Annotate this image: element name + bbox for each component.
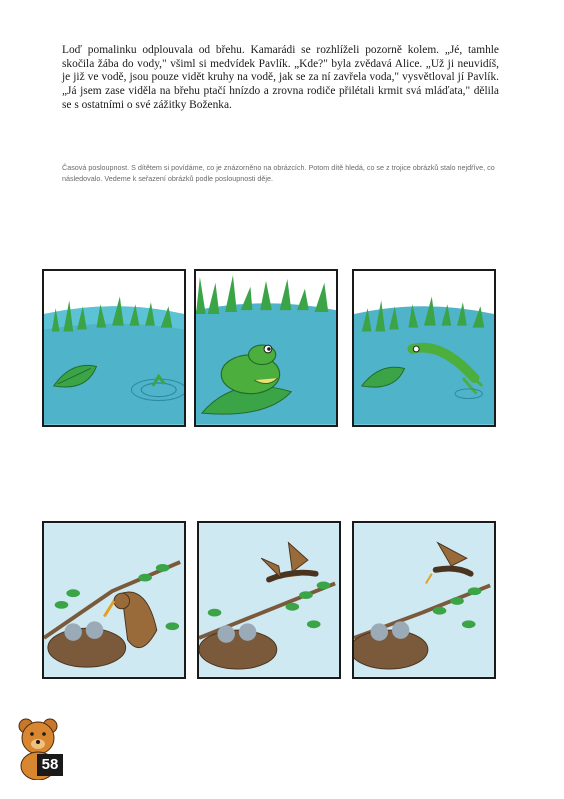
story-text: Loď pomalinku odplouvala od břehu. Kamarádi se rozhlíželi pozorně kolem. „Jé, tamhle skočila žába do vody," všiml si medvídek Pavlík. „Kde?" byla zvědavá Alice. „Už ji neuvidíš, je již ve vodě, jsou pouze vidět kruhy na vodě, jak se za ní zavřela voda," vysvětloval jí Pavlík. „Já jsem zase viděla na břehu ptačí hnízdo a zrovna rodiče přilétali krmit svá mláďata," dělila se s ostatními o své zážitky Boženka.: [62, 44, 499, 111]
page-number: 58: [37, 754, 63, 776]
bird-flying-illustration: [199, 523, 339, 677]
frog-panel-on-leaf: [194, 269, 338, 427]
bird-panel-arriving: [352, 521, 496, 679]
bird-feeding-illustration: [44, 523, 184, 677]
instruction-paragraph: [62, 155, 499, 191]
frog-panel-jumping: [352, 269, 496, 427]
frog-panel-ripples: [42, 269, 186, 427]
frog-on-leaf-illustration: [196, 271, 336, 425]
bird-panel-feeding: [42, 521, 186, 679]
bird-panel-flying: [197, 521, 341, 679]
bird-arriving-illustration: [354, 523, 494, 677]
instruction-text: Časová posloupnost. S dítětem si povídáme, co je znázorněno na obrázcích. Potom dítě hledá, co se z trojice obrázků stalo nejdříve, co následovalo. Vedeme k seřazení obrázků podle posloupnosti děje.: [62, 163, 495, 184]
story-paragraph: [62, 44, 499, 113]
frog-ripples-illustration: [44, 271, 184, 425]
frog-jumping-illustration: [354, 271, 494, 425]
